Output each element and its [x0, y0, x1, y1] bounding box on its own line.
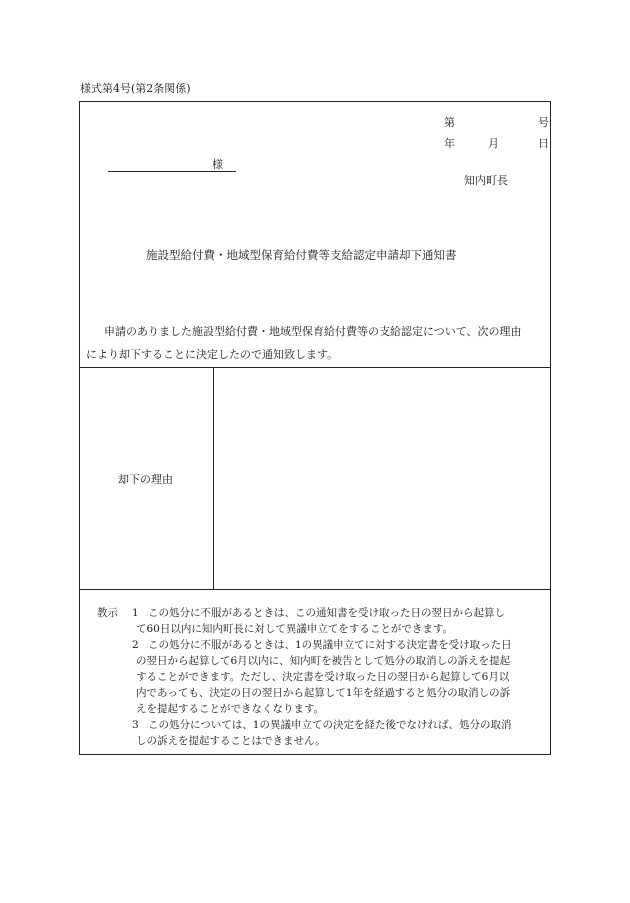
notice-item-1-line-2: て60日以内に知内町長に対して異議申立てをすることができます。	[136, 623, 454, 635]
date-month-label: 月	[488, 137, 499, 150]
notice-item-1-number: 1	[132, 607, 139, 619]
document-title: 施設型給付費・地域型保育給付費等支給認定申請却下通知書	[146, 248, 457, 262]
notice-item-2-line-5: えを提起することができなくなります。	[136, 703, 325, 715]
date-year-label: 年	[444, 137, 455, 150]
date-day-label: 日	[538, 137, 549, 150]
notice-form-frame	[79, 101, 551, 755]
reason-field[interactable]	[214, 368, 550, 589]
notice-item-2-line-1: この処分に不服があるときは、1の異議申立てに対する決定書を受け取った日	[148, 639, 512, 651]
number-suffix: 号	[538, 116, 549, 129]
notice-label: 教示	[97, 607, 118, 619]
notice-item-3-number: 3	[132, 719, 139, 731]
reason-label: 却下の理由	[118, 473, 173, 486]
notice-item-2-line-4: 内であっても、決定の日の翌日から起算して1年を経過すると処分の取消しの訴	[136, 687, 511, 699]
reason-section-bottom-border	[80, 589, 550, 590]
body-text-line-1: 申請のありました施設型給付費・地域型保育給付費等の支給認定について、次の理由	[104, 325, 522, 338]
notice-item-3-line-2: しの訴えを提起することはできません。	[136, 735, 326, 747]
body-text-line-2: により却下することに決定したので通知致します。	[86, 348, 339, 361]
notice-item-2-line-2: の翌日から起算して6月以内に、知内町を被告として処分の取消しの訴えを提起	[136, 655, 511, 667]
notice-item-2-line-3: することができます。ただし、決定書を受け取った日の翌日から起算して6月以	[136, 671, 510, 683]
form-number-label: 様式第4号(第2条関係)	[80, 82, 191, 95]
notice-item-1-line-1: この処分に不服があるときは、この通知書を受け取った日の翌日から起算し	[148, 607, 505, 619]
number-prefix: 第	[444, 116, 455, 129]
issuer-name: 知内町長	[464, 174, 508, 187]
notice-item-2-number: 2	[132, 639, 139, 651]
recipient-name-line	[108, 171, 236, 172]
notice-item-3-line-1: この処分については、1の異議申立ての決定を経た後でなければ、処分の取消	[148, 719, 512, 731]
recipient-honorific: 様	[212, 158, 223, 171]
